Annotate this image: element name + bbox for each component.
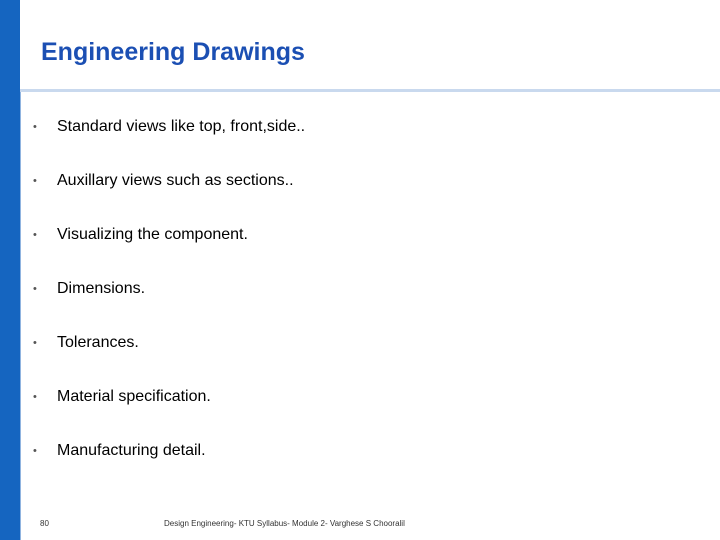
bullet-text: Manufacturing detail. — [57, 442, 206, 459]
bullet-icon: • — [33, 391, 37, 403]
title-divider — [20, 89, 720, 92]
bullet-item — [33, 384, 305, 438]
slide-title: Engineering Drawings — [41, 38, 305, 66]
footer-text: Design Engineering- KTU Syllabus- Module 2- Varghese S Chooralil — [164, 519, 405, 528]
bullet-item — [33, 168, 305, 222]
bullet-text: Standard views like top, front,side.. — [57, 118, 306, 135]
bullet-item — [33, 114, 305, 168]
bullet-item — [33, 330, 305, 384]
bullet-icon: • — [33, 445, 37, 457]
bullet-icon: • — [33, 175, 37, 187]
bullet-list — [33, 114, 305, 492]
bullet-text: Material specification. — [57, 388, 211, 405]
bullet-text: Tolerances. — [57, 334, 139, 351]
bullet-icon: • — [33, 121, 37, 133]
bullet-text: Visualizing the component. — [57, 226, 248, 243]
bullet-icon: • — [33, 229, 37, 241]
bullet-text: Auxillary views such as sections.. — [57, 172, 294, 189]
page-number: 80 — [40, 519, 49, 528]
bullet-icon: • — [33, 283, 37, 295]
bullet-item — [33, 222, 305, 276]
left-accent-bar — [0, 0, 20, 540]
bullet-icon: • — [33, 337, 37, 349]
bullet-text: Dimensions. — [57, 280, 146, 297]
bullet-item — [33, 438, 305, 492]
left-accent-line — [20, 90, 21, 540]
bullet-item — [33, 276, 305, 330]
